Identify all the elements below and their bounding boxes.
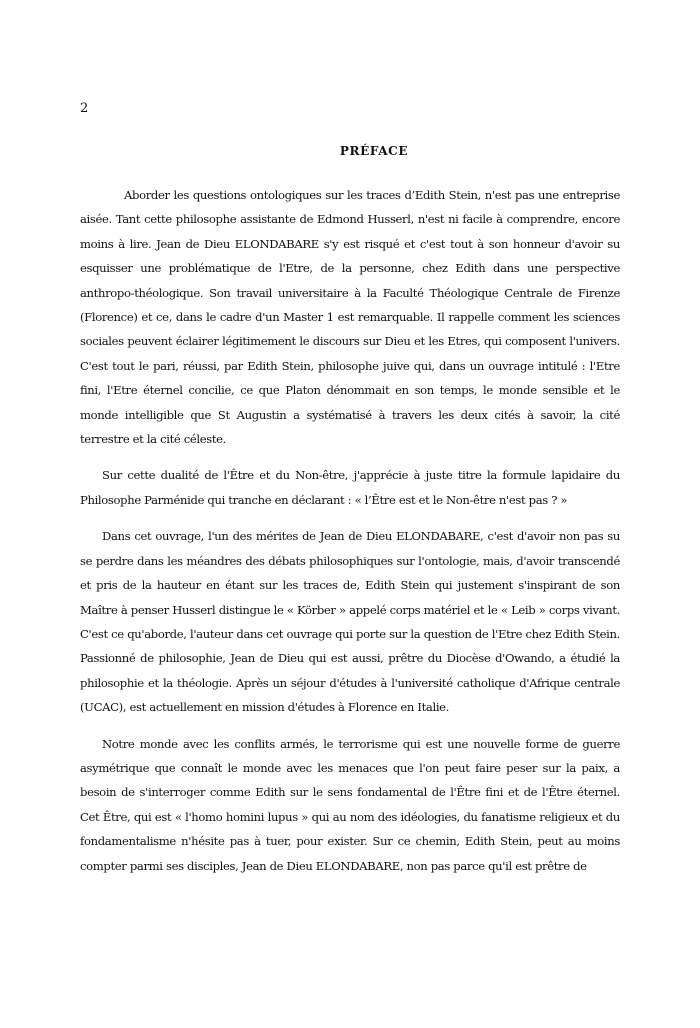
- page-number: 2: [80, 101, 89, 116]
- paragraph-4: Notre monde avec les conflits armés, le terrorisme qui est une nouvelle forme de guerre asymétrique que connaît le monde avec les menaces que l'on peut faire peser sur la paix, a besoin de s'interroger comme Edith sur le sens fondamental de l'Être fini et de l'Être éternel. Cet Être, qui est « l'homo homini lupus » qui au nom des idéologies, du fanatisme religieux et du fondamentalisme n'hésite pas à tuer, pour exister. Sur ce chemin, Edith Stein, peut au moins compter parmi ses disciples, Jean de Dieu ELONDABARE, non pas parce qu'il est prêtre de: [80, 736, 620, 873]
- body-text: [80, 183, 620, 878]
- paragraph-2: Sur cette dualité de l'Être et du Non-être, j'apprécie à juste titre la formule lapidaire du Philosophe Parménide qui tranche en déclarant : « l’Être est et le Non-être n'est pas ? »: [80, 468, 620, 507]
- page-title: PRÉFACE: [339, 144, 409, 158]
- paragraph-gap: [80, 512, 620, 524]
- paragraph-gap: [80, 451, 620, 463]
- paragraph-gap: [80, 720, 620, 732]
- paragraph-3: Dans cet ouvrage, l'un des mérites de Jean de Dieu ELONDABARE, c'est d'avoir non pas su se perdre dans les méandres des débats philosophiques sur l'ontologie, mais, d'avoir transcendé et pris de la hauteur en étant sur les traces de, Edith Stein qui justement s'inspirant de son Maître à penser Husserl distingue le « Körber » appelé corps matériel et le « Leib » corps vivant. C'est ce qu'aborde, l'auteur dans cet ouvrage qui porte sur la question de l'Etre chez Edith Stein. Passionné de philosophie, Jean de Dieu qui est aussi, prêtre du Diocèse d'Owando, a étudié la philosophie et la théologie. Après un séjour d'études à l'université catholique d'Afrique centrale (UCAC), est actuellement en mission d'études à Florence en Italie.: [80, 529, 620, 715]
- paragraph-1: Aborder les questions ontologiques sur les traces d’Edith Stein, n'est pas une entreprise aisée. Tant cette philosophe assistante de Edmond Husserl, n'est ni facile à comprendre, encore moins à lire. Jean de Dieu ELONDABARE s'y est risqué et c'est tout à son honneur d'avoir su esquisser une problématique de l'Etre, de la personne, chez Edith dans une perspective anthropo-théologique. Son travail universitaire à la Faculté Théologique Centrale de Firenze (Florence) et ce, dans le cadre d'un Master 1 est remarquable. Il rappelle comment les sciences sociales peuvent éclairer légitimement le discours sur Dieu et les Etres, qui composent l'univers. C'est tout le pari, réussi, par Edith Stein, philosophe juive qui, dans un ouvrage intitulé : l'Etre fini, l'Etre éternel concilie, ce que Platon dénommait en son temps, le monde sensible et le monde intelligible que St Augustin a systématisé à travers les deux cités à savoir, la cité terrestre et la cité céleste.: [80, 188, 620, 447]
